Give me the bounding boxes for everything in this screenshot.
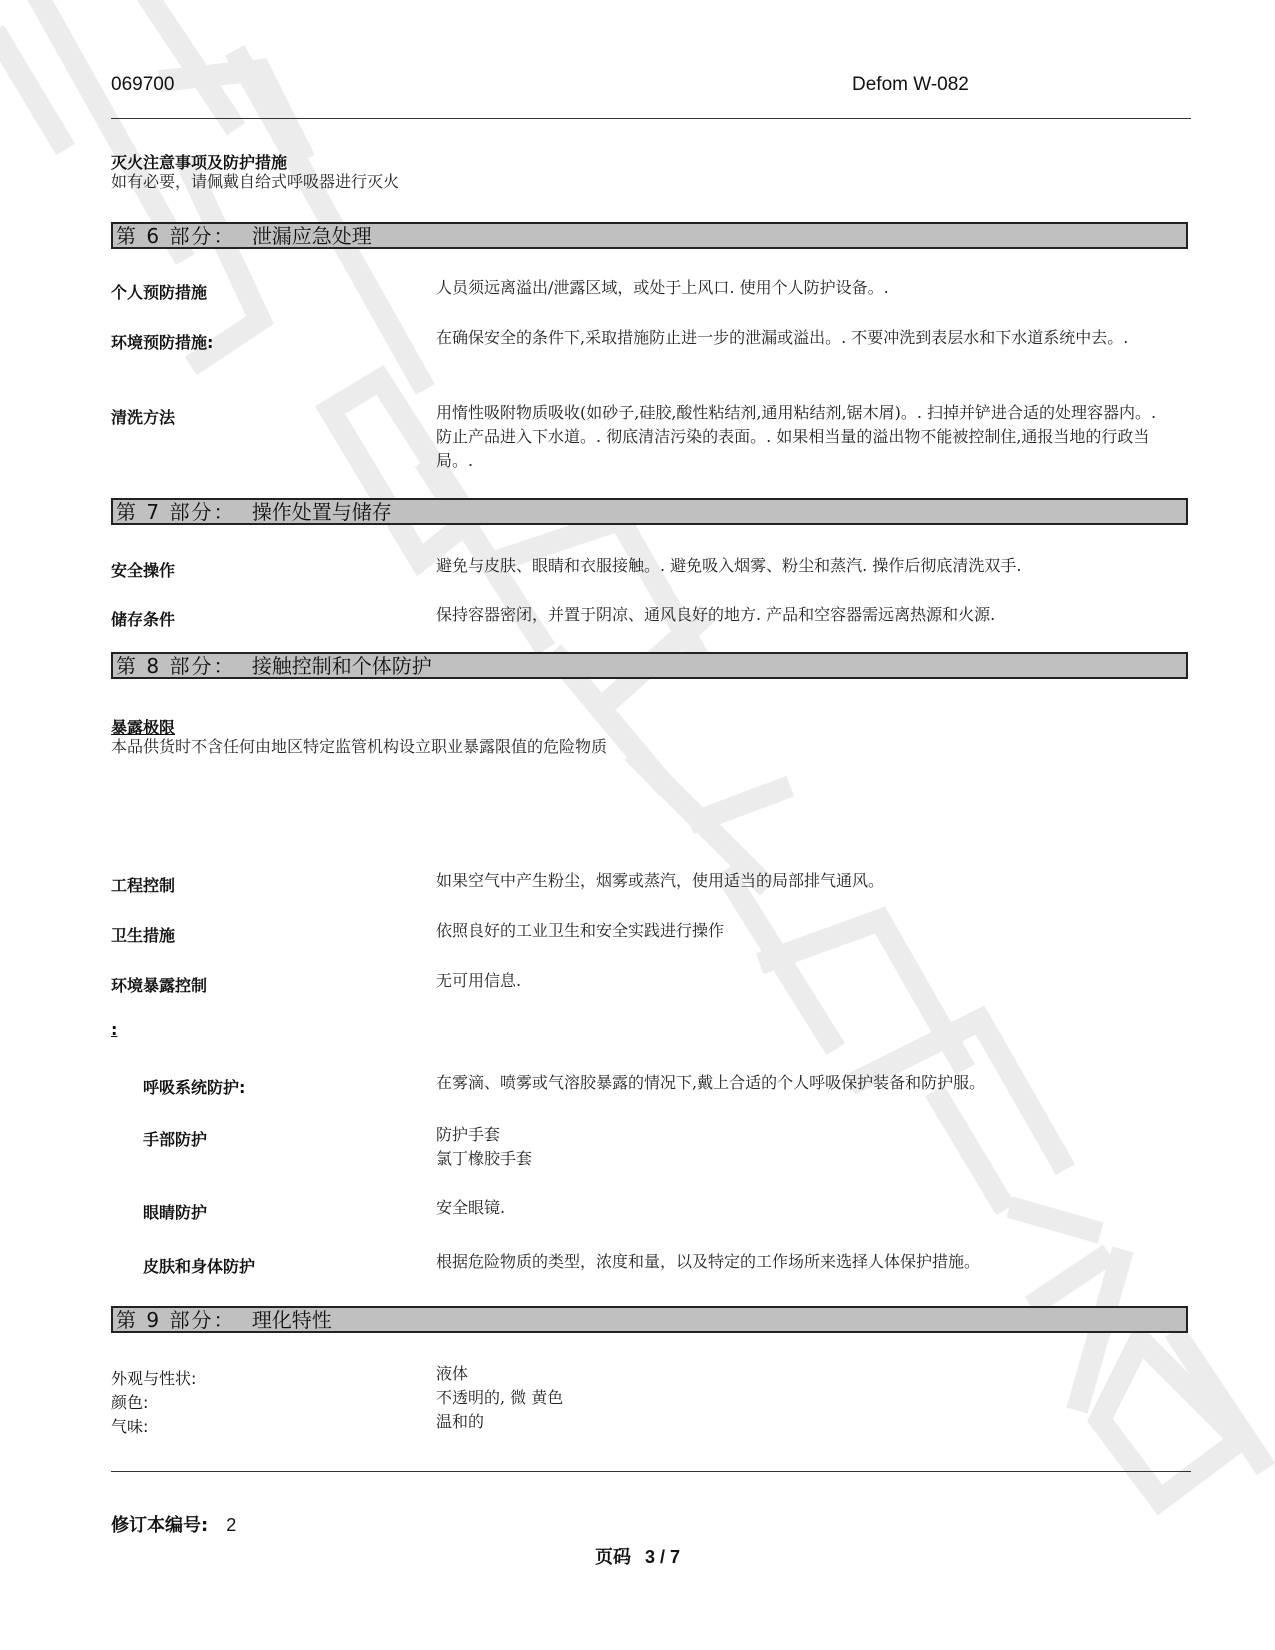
appearance-value: 液体 [436, 1364, 469, 1383]
engineering-controls-label: 工程控制 [111, 876, 176, 895]
environmental-exposure-controls-label: 环境暴露控制 [111, 976, 208, 995]
section-7-title: 操作处置与储存 [251, 500, 392, 524]
eye-protection-value: 安全眼镜. [436, 1198, 506, 1217]
hand-protection-value-1: 防护手套 [436, 1125, 501, 1144]
odor-label: 气味: [111, 1417, 149, 1436]
exposure-limits-title: 暴露极限 [111, 718, 176, 737]
color-label: 颜色: [111, 1393, 149, 1412]
section-6-title: 泄漏应急处理 [251, 224, 372, 248]
safe-handling-label: 安全操作 [111, 561, 176, 580]
storage-conditions-label: 储存条件 [111, 610, 176, 629]
cleanup-methods-value: 用惰性吸附物质吸收(如砂子,硅胶,酸性粘结剂,通用粘结剂,锯木屑)。. 扫掉并铲进合适的处理容器内。. 防止产品进入下水道。. 彻底清洁污染的表面。. 如果相当量的溢出物不能被控制住,通报当地的行政当局。. [436, 403, 1157, 470]
environmental-exposure-controls-value: 无可用信息. [436, 971, 522, 990]
revision-label: 修订本编号: [111, 1515, 209, 1536]
footer-divider [111, 1471, 1191, 1472]
respiratory-protection-value: 在雾滴、喷雾或气溶胶暴露的情况下,戴上合适的个人呼吸保护装备和防护服。 [436, 1073, 986, 1092]
revision-number [111, 1511, 236, 1537]
section-6-prefix: 第 6 部分： [116, 224, 236, 248]
engineering-controls-value: 如果空气中产生粉尘，烟雾或蒸汽，使用适当的局部排气通风。 [436, 871, 885, 890]
personal-precautions-value: 人员须远离溢出/泄露区域，或处于上风口. 使用个人防护设备。. [436, 278, 889, 297]
firefighting-text: 如有必要，请佩戴自给式呼吸器进行灭火 [111, 172, 400, 191]
cleanup-methods-label: 清洗方法 [111, 408, 176, 427]
page-value: 3 / 7 [645, 1547, 681, 1567]
safe-handling-value: 避免与皮肤、眼睛和衣服接触。. 避免吸入烟雾、粉尘和蒸汽. 操作后彻底清洗双手. [436, 556, 1022, 575]
document-number: 069700 [111, 74, 175, 95]
section-8-prefix: 第 8 部分： [116, 654, 236, 678]
hand-protection-label: 手部防护 [143, 1130, 208, 1149]
appearance-label: 外观与性状: [111, 1369, 197, 1388]
ppe-heading: : [111, 1020, 118, 1039]
section-9-title: 理化特性 [251, 1308, 332, 1332]
hand-protection-value-2: 氯丁橡胶手套 [436, 1149, 533, 1168]
environmental-precautions-value: 在确保安全的条件下,采取措施防止进一步的泄漏或溢出。. 不要冲洗到表层水和下水道系统中去。. [436, 328, 1129, 347]
section-6-header [111, 222, 1188, 249]
hygiene-measures-value: 依照良好的工业卫生和安全实践进行操作 [436, 921, 725, 940]
firefighting-title: 灭火注意事项及防护措施 [111, 153, 288, 172]
respiratory-protection-label: 呼吸系统防护: [143, 1078, 246, 1097]
color-value: 不透明的, 微 黄色 [436, 1388, 564, 1407]
environmental-precautions-label: 环境预防措施: [111, 333, 214, 352]
storage-conditions-value: 保持容器密闭，并置于阴凉、通风良好的地方. 产品和空容器需远离热源和火源. [436, 605, 996, 624]
eye-protection-label: 眼睛防护 [143, 1203, 208, 1222]
hygiene-measures-label: 卫生措施 [111, 926, 176, 945]
section-9-header [111, 1306, 1188, 1333]
revision-value: 2 [226, 1515, 237, 1535]
section-7-header [111, 498, 1188, 525]
section-8-title: 接触控制和个体防护 [251, 654, 432, 678]
header-divider [111, 118, 1191, 119]
page-label: 页码 [595, 1547, 631, 1568]
page-indicator [595, 1543, 680, 1569]
skin-body-protection-label: 皮肤和身体防护 [143, 1257, 256, 1276]
product-name: Defom W-082 [852, 74, 969, 95]
personal-precautions-label: 个人预防措施 [111, 283, 208, 302]
section-8-header [111, 652, 1188, 679]
section-7-prefix: 第 7 部分： [116, 500, 236, 524]
exposure-limits-text: 本品供货时不含任何由地区特定监管机构设立职业暴露限值的危险物质 [111, 737, 608, 756]
section-9-prefix: 第 9 部分： [116, 1308, 236, 1332]
odor-value: 温和的 [436, 1412, 485, 1431]
skin-body-protection-value: 根据危险物质的类型，浓度和量，以及特定的工作场所来选择人体保护措施。 [436, 1252, 981, 1271]
